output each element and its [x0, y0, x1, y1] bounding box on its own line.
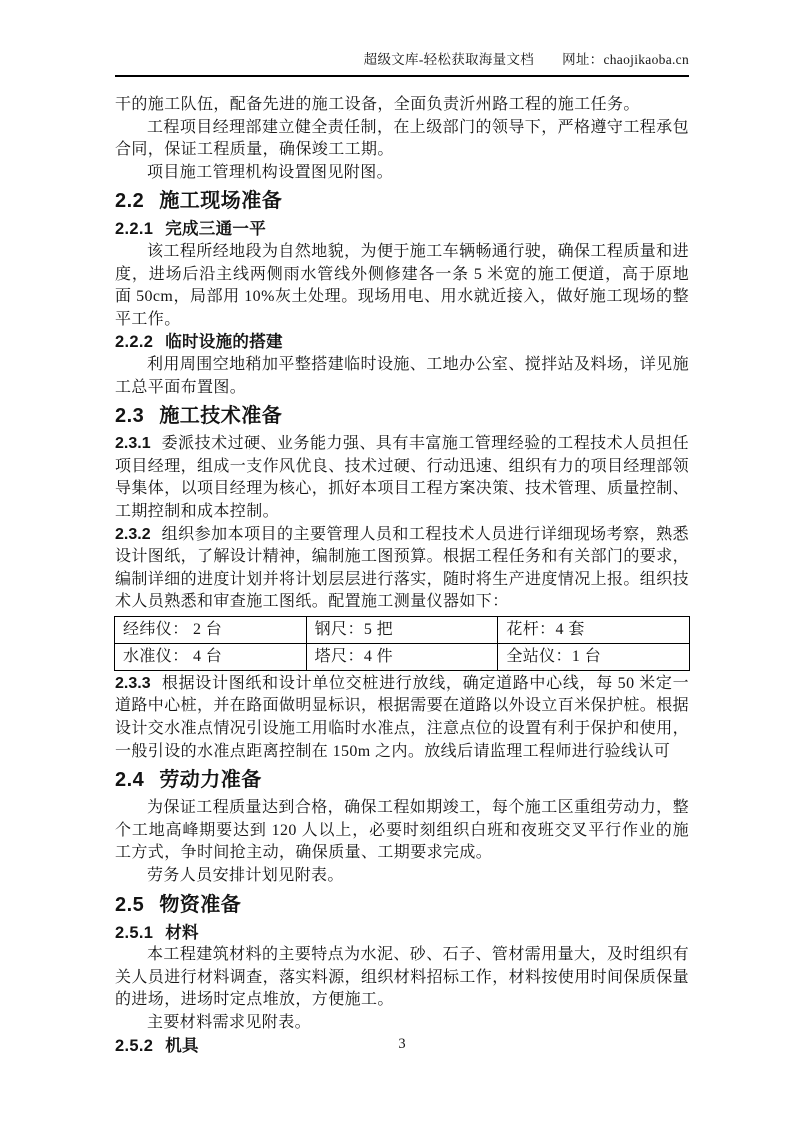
clause-number: 2.3.2 — [115, 525, 151, 543]
paragraph-2-3-2 — [115, 524, 689, 614]
clause-text: 根据设计图纸和设计单位交桩进行放线，确定道路中心线，每 50 米定一道路中心桩，并在路面做明显标识，根据需要在道路以外设立百米保护桩。根据设计交水准点情况引设施工用临时水准点，注意点位的设置有利于保护和使用，一般引设的水准点距离控制在 150m 之内。放线后请监理工程师进行验线认可 — [115, 674, 690, 760]
page-header — [115, 48, 689, 77]
heading-2-2 — [115, 188, 689, 215]
paragraph-2-5-1: 本工程建筑材料的主要特点为水泥、砂、石子、管材需用量大，及时组织有关人员进行材料调查，落实料源，组织材料招标工作，材料按使用时间保质保量的进场，进场时定点堆放，方便施工。 — [115, 946, 690, 1009]
table-row — [115, 643, 690, 670]
heading-title: 劳动力准备 — [159, 769, 262, 792]
table-cell: 水准仪： 4 台 — [115, 643, 307, 670]
heading-2-5 — [115, 892, 689, 919]
page-number: 3 — [398, 1036, 406, 1052]
paragraph-2-2-2: 利用周围空地稍加平整搭建临时设施、工地办公室、搅拌站及料场，详见施工总平面布置图。 — [115, 355, 689, 396]
heading-number: 2.2.2 — [115, 333, 154, 352]
heading-title: 施工现场准备 — [159, 190, 283, 213]
table-cell: 经纬仪： 2 台 — [115, 616, 307, 643]
table-cell: 全站仪：1 台 — [498, 643, 690, 670]
heading-number: 2.5.1 — [115, 923, 154, 942]
paragraph-carryover: 干的施工队伍，配备先进的施工设备，全面负责沂州路工程的施工任务。 — [115, 96, 640, 113]
heading-2-2-2 — [115, 331, 689, 354]
heading-title: 机具 — [165, 1036, 199, 1055]
instrument-table — [114, 616, 690, 671]
heading-number: 2.3 — [115, 405, 145, 428]
clause-number: 2.3.3 — [115, 674, 151, 692]
heading-number: 2.4 — [115, 769, 145, 792]
heading-2-2-1 — [115, 218, 689, 241]
table-row — [115, 616, 690, 643]
header-site-label: 超级文库-轻松获取海量文档 — [363, 52, 535, 67]
heading-title: 完成三通一平 — [165, 220, 267, 239]
heading-title: 施工技术准备 — [159, 405, 283, 428]
heading-title: 物资准备 — [159, 893, 242, 916]
paragraph-2-2-1: 该工程所经地段为自然地貌，为便于施工车辆畅通行驶，确保工程质量和进度，进场后沿主线两侧雨水管线外侧修建各一条 5 米宽的施工便道，高于原地面 50cm，局部用 10%灰土处理。现场用电、用水就近接入，做好施工现场的整平工作。 — [115, 242, 689, 328]
paragraph-2-5-1-note: 主要材料需求见附表。 — [147, 1014, 312, 1031]
heading-number: 2.5.2 — [115, 1036, 154, 1055]
paragraph-2-4-labor: 为保证工程质量达到合格，确保工程如期竣工，每个施工区重组劳动力，整个工地高峰期要达到 120 人以上，必要时刻组织白班和夜班交叉平行作业的施工方式，争时间抢主动，确保质量、工期要求完成。 — [115, 799, 689, 862]
table-cell: 钢尺：5 把 — [306, 616, 498, 643]
table-cell: 塔尺：4 件 — [306, 643, 498, 670]
clause-text: 组织参加本项目的主要管理人员和工程技术人员进行详细现场考察，熟悉设计图纸，了解设计精神，编制施工图预算。根据工程任务和有关部门的要求，编制详细的进度计划并将计划层层进行落实，随时将生产进度情况上报。组织技术人员熟悉和审查施工图纸。配置施工测量仪器如下： — [115, 525, 690, 611]
clause-number: 2.3.1 — [115, 435, 151, 453]
paragraph-responsibility: 工程项目经理部建立健全责任制，在上级部门的领导下，严格遵守工程承包合同，保证工程质量，确保竣工工期。 — [115, 118, 689, 159]
heading-title: 材料 — [165, 923, 199, 942]
heading-number: 2.2.1 — [115, 220, 154, 239]
paragraph-2-4-schedule: 劳务人员安排计划见附表。 — [147, 867, 344, 885]
clause-text: 委派技术过硬、业务能力强、具有丰富施工管理经验的工程技术人员担任项目经理，组成一支作风优良、技术过硬、行动迅速、组织有力的项目经理部领导集体，以项目经理为核心，抓好本项目工程方案决策、技术管理、质量控制、工期控制和成本控制。 — [115, 435, 690, 520]
heading-2-5-1 — [115, 922, 689, 945]
paragraph-2-3-3 — [115, 673, 689, 763]
heading-number: 2.2 — [115, 190, 145, 213]
document-body — [115, 94, 689, 1057]
header-site-url: 网址：chaojikaoba.cn — [562, 52, 689, 67]
table-cell: 花杆：4 套 — [498, 616, 690, 643]
heading-2-4 — [115, 767, 689, 794]
heading-2-3 — [115, 403, 689, 430]
paragraph-2-3-1 — [115, 433, 689, 523]
heading-number: 2.5 — [115, 893, 145, 916]
heading-title: 临时设施的搭建 — [165, 333, 283, 352]
paragraph-org-chart: 项目施工管理机构设置图见附图。 — [147, 163, 394, 181]
